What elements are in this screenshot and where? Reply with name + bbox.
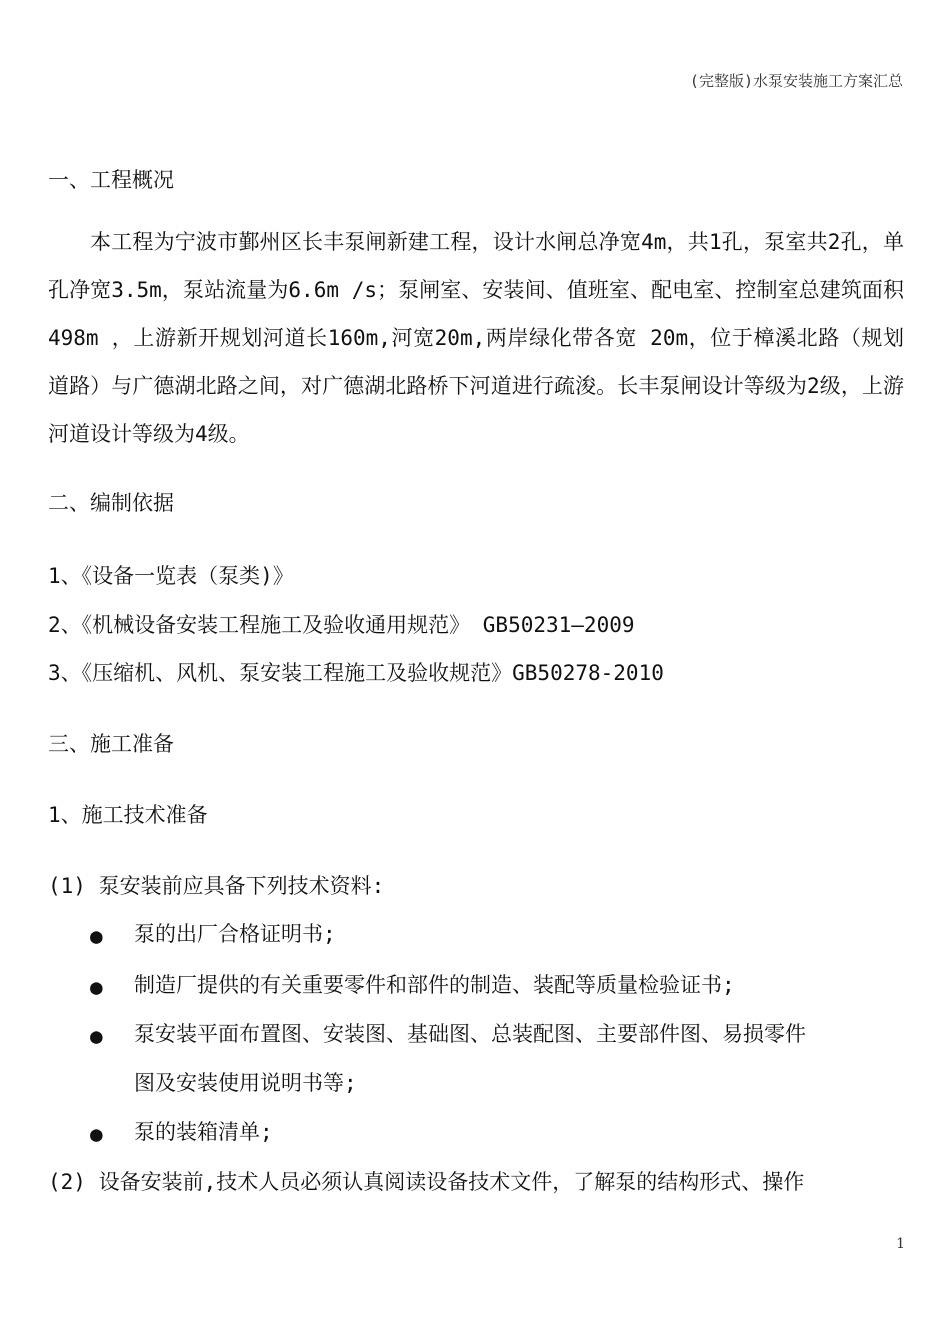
bullet-icon: ● bbox=[90, 1122, 103, 1146]
bullet-text: 泵的装箱清单; bbox=[134, 1120, 273, 1144]
subsection-title: 1、施工技术准备 bbox=[48, 803, 208, 827]
section-1-paragraph: 本工程为宁波市鄞州区长丰泵闸新建工程，设计水闸总净宽4m，共1孔，泵室共2孔，单孔净宽3.5m，泵站流量为6.6m /s；泵闸室、安装间、值班室、配电室、控制室总建筑面积 498m ，上游新开规划河道长160m,河宽20m,两岸绿化带各宽 20m，位于樟溪北路（规划道路）与广德湖北路之间，对广德湖北路桥下河道进行疏浚。长丰泵闸设计等级为2级，上游河道设计等级为4级。 bbox=[48, 230, 904, 446]
numbered-item: (1) 泵安装前应具备下列技术资料: bbox=[48, 874, 385, 898]
numbered-item: (2) 设备安装前,技术人员必须认真阅读设备技术文件，了解泵的结构形式、操作 bbox=[48, 1170, 805, 1194]
running-header: (完整版)水泵安装施工方案汇总 bbox=[689, 72, 903, 90]
reference-item: 2、《机械设备安装工程施工及验收通用规范》 GB50231—2009 bbox=[48, 613, 635, 637]
bullet-icon: ● bbox=[90, 1024, 103, 1048]
bullet-text: 制造厂提供的有关重要零件和部件的制造、装配等质量检验证书; bbox=[134, 973, 735, 997]
bullet-icon: ● bbox=[90, 924, 103, 948]
section-3-title: 三、施工准备 bbox=[48, 732, 174, 756]
bullet-text-continuation: 图及安装使用说明书等; bbox=[134, 1071, 357, 1095]
section-2-title: 二、编制依据 bbox=[48, 491, 174, 515]
bullet-text: 泵安装平面布置图、安装图、基础图、总装配图、主要部件图、易损零件 bbox=[134, 1022, 806, 1046]
reference-item: 3、《压缩机、风机、泵安装工程施工及验收规范》GB50278-2010 bbox=[48, 661, 664, 685]
bullet-text: 泵的出厂合格证明书; bbox=[134, 922, 336, 946]
section-1-title: 一、工程概况 bbox=[48, 168, 174, 192]
reference-item: 1、《设备一览表（泵类)》 bbox=[48, 564, 294, 588]
bullet-icon: ● bbox=[90, 975, 103, 999]
page-number: 1 bbox=[896, 1236, 905, 1252]
